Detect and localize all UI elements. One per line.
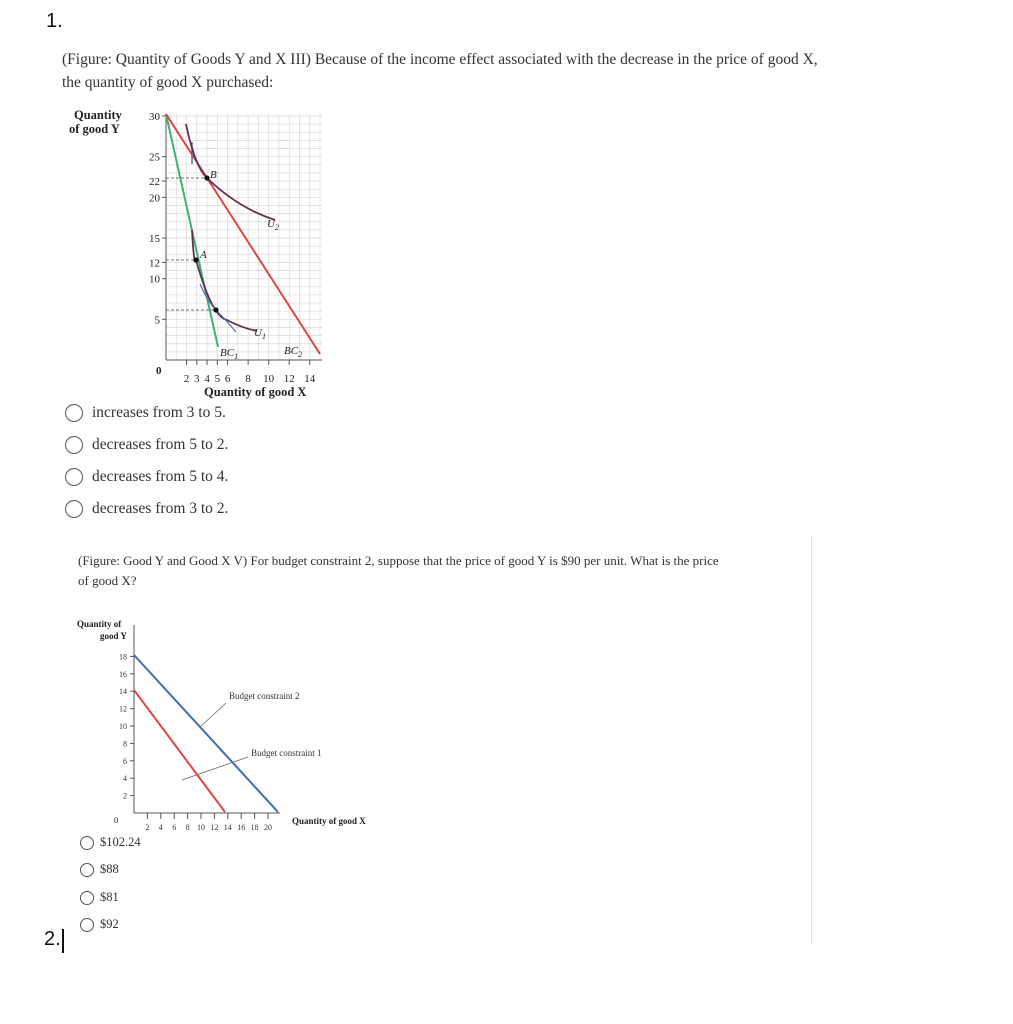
fig1-x-tick-label: 2 (183, 373, 190, 385)
question-2-prompt (78, 551, 798, 591)
fig2-x-tick-label: 10 (197, 823, 205, 832)
question-1-figure (60, 102, 360, 402)
fig1-y-tick-label: 25 (149, 151, 160, 164)
fig1-point-c (213, 307, 218, 312)
fig1-y-axis-label-line-1: Quantity (74, 108, 122, 122)
q1-option-1-label: increases from 3 to 5. (92, 404, 226, 421)
fig1-point-b (204, 175, 209, 180)
fig2-origin-label: 0 (114, 815, 119, 825)
q2-option-4-label: $92 (100, 917, 119, 931)
fig1-label-a: A (200, 249, 207, 261)
fig2-x-tick-label: 6 (172, 823, 177, 832)
fig2-y-tick-label: 2 (123, 791, 127, 801)
fig2-label-budget-constraint-2: Budget constraint 2 (229, 691, 300, 701)
fig2-budget-constraint-2-line (134, 655, 278, 812)
q2-option-4-radio[interactable] (80, 918, 94, 932)
fig1-label-u2: $U_2$ (267, 218, 279, 232)
fig1-indifference-curve-u1 (192, 230, 257, 331)
question-2-number: 2. (44, 928, 61, 950)
fig1-label-u1: $U_1$ (254, 327, 266, 341)
fig2-x-tick-label: 16 (237, 823, 246, 832)
fig1-x-tick-label: 6 (224, 373, 231, 385)
q2-option-2[interactable] (80, 862, 119, 877)
fig1-y-axis-label-line-2: of good Y (69, 122, 120, 136)
fig1-y-tick-label: 20 (149, 192, 160, 205)
fig2-x-tick-label: 12 (210, 823, 219, 832)
q2-option-2-radio[interactable] (80, 863, 94, 877)
question-1-number: 1. (46, 10, 63, 32)
fig1-x-tick-label: 4 (204, 373, 210, 385)
fig2-y-tick-label: 14 (119, 687, 127, 697)
q2-option-2-label: $88 (100, 862, 119, 876)
question-2-prompt-line-1: (Figure: Good Y and Good X V) For budget constraint 2, suppose that the price of good Y is $90 per unit. What is the price (78, 553, 719, 568)
question-2-prompt-line-2: of good X? (78, 573, 137, 588)
q2-option-3-label: $81 (100, 890, 119, 904)
fig1-origin-label: 0 (156, 365, 162, 377)
fig2-y-tick-label: 12 (119, 704, 127, 714)
question-2-figure (70, 615, 390, 835)
fig1-label-bc2: $BC_2$ (284, 345, 303, 359)
fig2-y-tick-label: 10 (119, 722, 127, 731)
q2-option-4[interactable] (80, 917, 119, 932)
q1-option-4[interactable] (65, 500, 228, 518)
fig1-y-tick-label: 30 (149, 111, 160, 123)
fig1-y-tick-label: 15 (149, 233, 160, 245)
fig1-x-axis-label: Quantity of good X (204, 385, 307, 399)
fig1-y-tick-label: 5 (154, 314, 160, 327)
q1-option-4-radio[interactable] (65, 500, 83, 518)
fig2-leader-bc2 (200, 703, 226, 727)
fig2-y-tick-label: 18 (119, 652, 127, 662)
q2-option-1[interactable] (80, 835, 141, 850)
q1-option-1[interactable] (65, 404, 226, 422)
q1-option-3-label: decreases from 5 to 4. (92, 468, 229, 485)
fig2-y-axis-label-line-2: good Y (100, 631, 127, 641)
fig2-y-axis-label-line-1: Quantity of (77, 619, 122, 629)
q1-option-2-radio[interactable] (65, 436, 83, 454)
fig2-y-tick-label: 8 (123, 739, 127, 749)
q1-option-1-radio[interactable] (65, 404, 83, 422)
fig1-x-tick-label: 14 (304, 373, 316, 385)
fig1-label-bc1: $BC_1$ (220, 347, 239, 361)
q2-option-1-label: $102.24 (100, 835, 141, 849)
q2-option-3-radio[interactable] (80, 891, 94, 905)
question-1-prompt (62, 48, 962, 94)
q2-option-1-radio[interactable] (80, 836, 94, 850)
fig1-label-b: B (210, 169, 217, 181)
fig2-x-tick-label: 4 (158, 823, 163, 832)
fig1-x-tick-label: 5 (214, 373, 221, 385)
text-cursor (62, 929, 64, 953)
question-2-divider (811, 536, 812, 944)
question-1-prompt-line-2: the quantity of good X purchased: (62, 74, 274, 91)
fig2-x-tick-label: 8 (185, 823, 190, 832)
fig2-x-tick-label: 18 (250, 823, 259, 832)
fig1-budget-line-2 (166, 114, 320, 354)
fig2-x-tick-label: 2 (145, 823, 150, 832)
fig2-budget-constraint-1-line (134, 690, 225, 812)
question-1-prompt-line-1: (Figure: Quantity of Goods Y and X III) Because of the income effect associated with the decrease in the price of good X, (62, 51, 818, 68)
fig1-point-a (193, 257, 198, 262)
q1-option-2[interactable] (65, 436, 228, 454)
q1-option-3[interactable] (65, 468, 228, 486)
fig2-x-axis-label: Quantity of good X (292, 816, 366, 826)
fig1-x-tick-label: 3 (194, 373, 200, 385)
fig2-label-budget-constraint-1: Budget constraint 1 (251, 748, 322, 758)
fig1-x-tick-label: 8 (245, 373, 251, 385)
fig2-ticks (119, 652, 272, 832)
fig2-x-tick-label: 20 (264, 823, 272, 832)
fig1-y-tick-label: 22 (149, 176, 160, 189)
fig1-x-tick-label: 10 (263, 373, 275, 385)
fig2-y-tick-label: 4 (123, 774, 127, 784)
fig1-x-tick-label: 12 (283, 373, 295, 385)
fig2-y-tick-label: 6 (123, 756, 127, 766)
q1-option-4-label: decreases from 3 to 2. (92, 500, 229, 517)
fig1-y-tick-label: 12 (149, 257, 160, 270)
fig2-y-tick-label: 16 (119, 669, 127, 679)
fig2-x-tick-label: 14 (223, 823, 232, 832)
q1-option-2-label: decreases from 5 to 2. (92, 436, 229, 453)
q2-option-3[interactable] (80, 890, 119, 905)
q1-option-3-radio[interactable] (65, 468, 83, 486)
fig1-y-tick-label: 10 (149, 273, 160, 286)
